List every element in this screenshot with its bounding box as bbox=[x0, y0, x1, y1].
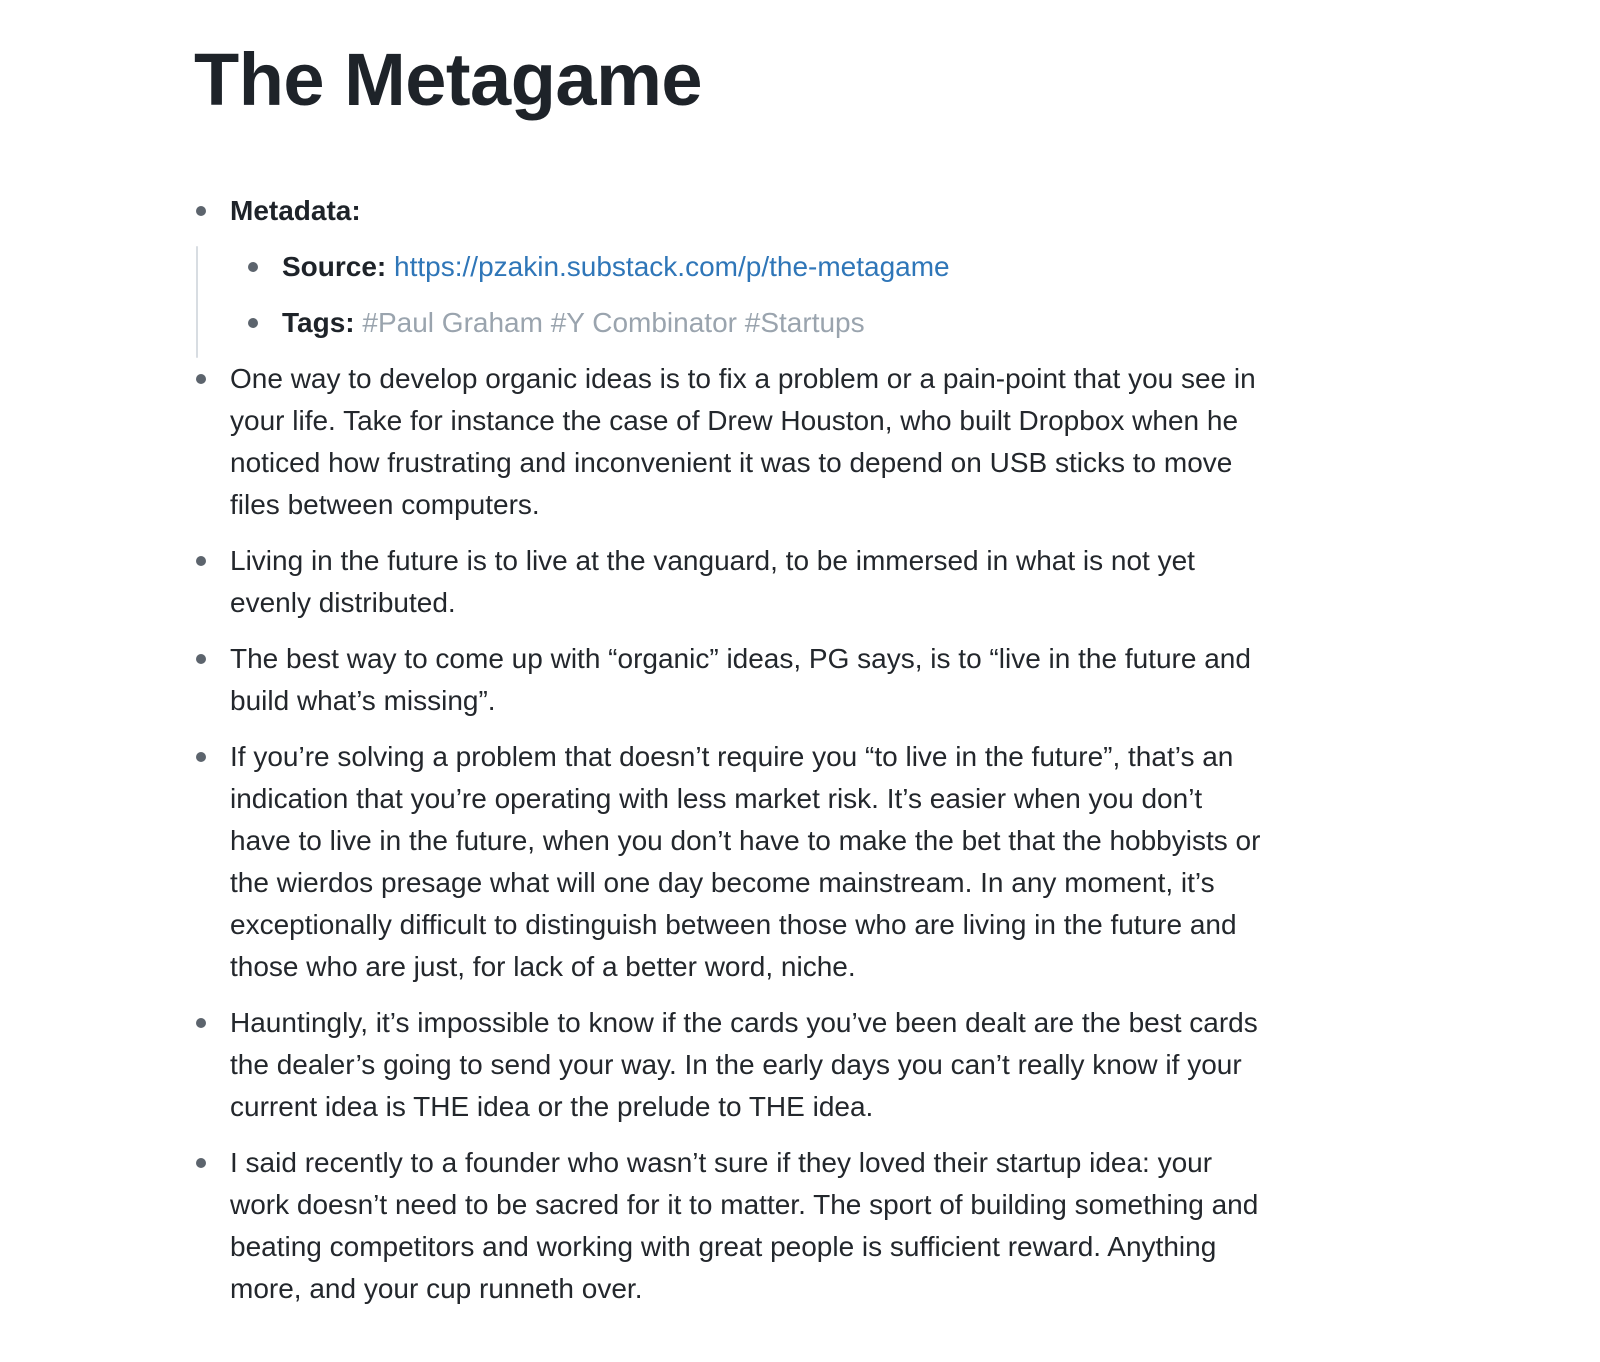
note-block[interactable] bbox=[194, 736, 1274, 988]
child-indent-line bbox=[196, 246, 198, 358]
note-block[interactable] bbox=[194, 1002, 1274, 1128]
source-label: Source: bbox=[282, 251, 387, 282]
note-text[interactable]: One way to develop organic ideas is to fix a problem or a pain-point that you see in your life. Take for instance the case of Drew Houston, who built Dropbox when he noticed how frustrating and inconvenient it was to depend on USB sticks to move files between computers. bbox=[230, 363, 1256, 520]
note-text[interactable]: I said recently to a founder who wasn’t sure if they loved their startup idea: your work doesn’t need to be sacred for it to matter. The sport of building something and beating competitors and working with great people is sufficient reward. Anything more, and your cup runneth over. bbox=[230, 1147, 1259, 1304]
note-text[interactable]: Living in the future is to live at the vanguard, to be immersed in what is not yet evenly distributed. bbox=[230, 545, 1195, 618]
source-link[interactable]: https://pzakin.substack.com/p/the-metagame bbox=[394, 251, 950, 282]
bullet-icon[interactable] bbox=[196, 1018, 206, 1028]
bullet-icon[interactable] bbox=[196, 654, 206, 664]
note-text[interactable]: Hauntingly, it’s impossible to know if the cards you’ve been dealt are the best cards the dealer’s going to send your way. In the early days you can’t really know if your current idea is THE idea or the prelude to THE idea. bbox=[230, 1007, 1258, 1122]
tags-block[interactable] bbox=[248, 302, 1274, 344]
tag-y-combinator[interactable]: #Y Combinator bbox=[550, 307, 737, 338]
bullet-icon[interactable] bbox=[196, 206, 206, 216]
bullet-icon[interactable] bbox=[248, 262, 258, 272]
bullet-icon[interactable] bbox=[248, 318, 258, 328]
page-title[interactable]: The Metagame bbox=[194, 38, 703, 121]
bullet-icon[interactable] bbox=[196, 752, 206, 762]
note-block[interactable] bbox=[194, 540, 1274, 624]
source-block[interactable] bbox=[248, 246, 1274, 288]
note-block[interactable] bbox=[194, 1142, 1274, 1310]
tags-label: Tags: bbox=[282, 307, 355, 338]
tag-paul-graham[interactable]: #Paul Graham bbox=[362, 307, 543, 338]
note-text[interactable]: If you’re solving a problem that doesn’t require you “to live in the future”, that’s an indication that you’re operating with less market risk. It’s easier when you don’t have to live in the future, when you don’t have to make the bet that the hobbyists or the wierdos presage what will one day become mainstream. In any moment, it’s exceptionally difficult to distinguish between those who are living in the future and those who are just, for lack of a better word, niche. bbox=[230, 741, 1261, 982]
tag-startups[interactable]: #Startups bbox=[744, 307, 865, 338]
note-text[interactable]: The best way to come up with “organic” ideas, PG says, is to “live in the future and build what’s missing”. bbox=[230, 643, 1251, 716]
metadata-children bbox=[196, 246, 1274, 344]
bullet-icon[interactable] bbox=[196, 556, 206, 566]
note-block[interactable] bbox=[194, 638, 1274, 722]
bullet-icon[interactable] bbox=[196, 374, 206, 384]
outline bbox=[194, 190, 1274, 1310]
metadata-label: Metadata: bbox=[230, 195, 361, 226]
bullet-icon[interactable] bbox=[196, 1158, 206, 1168]
metadata-block[interactable] bbox=[194, 190, 1274, 344]
note-block[interactable] bbox=[194, 358, 1274, 526]
